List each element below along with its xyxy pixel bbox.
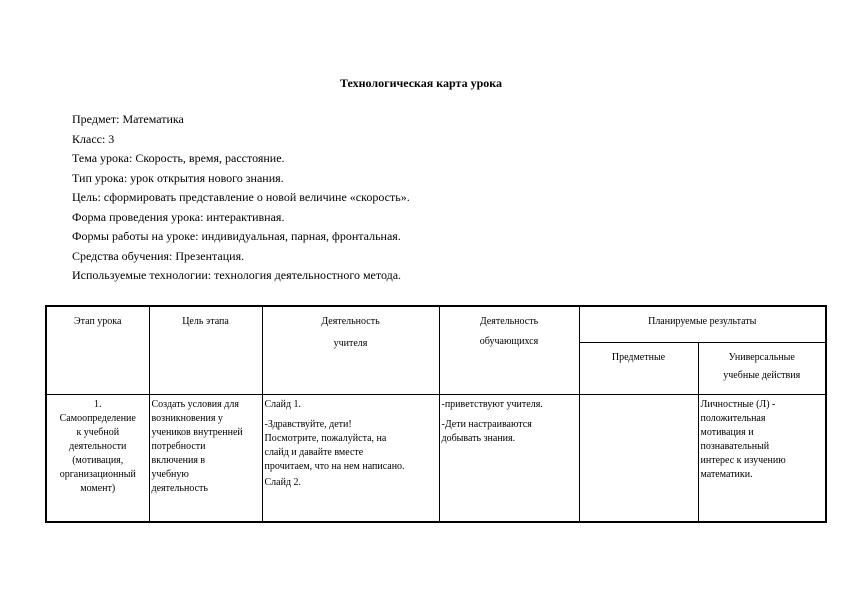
document-title: Технологическая карта урока — [340, 76, 502, 90]
header-subject-results: Предметные — [579, 342, 698, 394]
header-student: Деятельность обучающихся — [439, 306, 579, 394]
header-goal: Цель этапа — [149, 306, 262, 394]
info-topic: Тема урока: Скорость, время, расстояние. — [72, 151, 285, 165]
info-form: Форма проведения урока: интерактивная. — [72, 209, 285, 224]
info-work-forms: Формы работы на уроке: индивидуальная, парная, фронтальная. — [72, 229, 401, 243]
lesson-table — [45, 305, 827, 523]
lesson-info — [72, 110, 410, 286]
cell-stage: 1. Самоопределение к учебной деятельности (мотивация, организационный момент) — [46, 394, 149, 522]
table-row — [46, 394, 826, 522]
info-technologies: Используемые технологии: технология деятельностного метода. — [72, 268, 402, 282]
cell-teacher-activity: Слайд 1. -Здравствуйте, дети! Посмотрите, пожалуйста, на слайд и давайте вместе прочитаем, что на нем написано. Слайд 2. — [262, 394, 439, 522]
cell-goal: Создать условия для возникновения у учеников внутренней потребности включения в учебную деятельность — [149, 394, 262, 522]
cell-student-activity: -приветствуют учителя. -Дети настраиваются добывать знания. — [439, 394, 579, 522]
info-tools: Средства обучения: Презентация. — [72, 248, 245, 263]
header-universal-actions: Универсальные учебные действия — [698, 342, 826, 394]
cell-subject-results — [579, 394, 698, 522]
info-goal: Цель: сформировать представление о новой величине «скорость». — [72, 190, 410, 204]
header-teacher: Деятельность учителя — [262, 306, 439, 394]
info-subject: Предмет: Математика — [72, 112, 184, 126]
info-lesson-type: Тип урока: урок открытия нового знания. — [72, 170, 284, 185]
info-grade: Класс: 3 — [72, 131, 115, 146]
header-stage: Этап урока — [46, 306, 149, 394]
header-planned-results: Планируемые результаты — [579, 306, 826, 342]
cell-universal-actions: Личностные (Л) - положительная мотивация и познавательный интерес к изучению математики. — [698, 394, 826, 522]
